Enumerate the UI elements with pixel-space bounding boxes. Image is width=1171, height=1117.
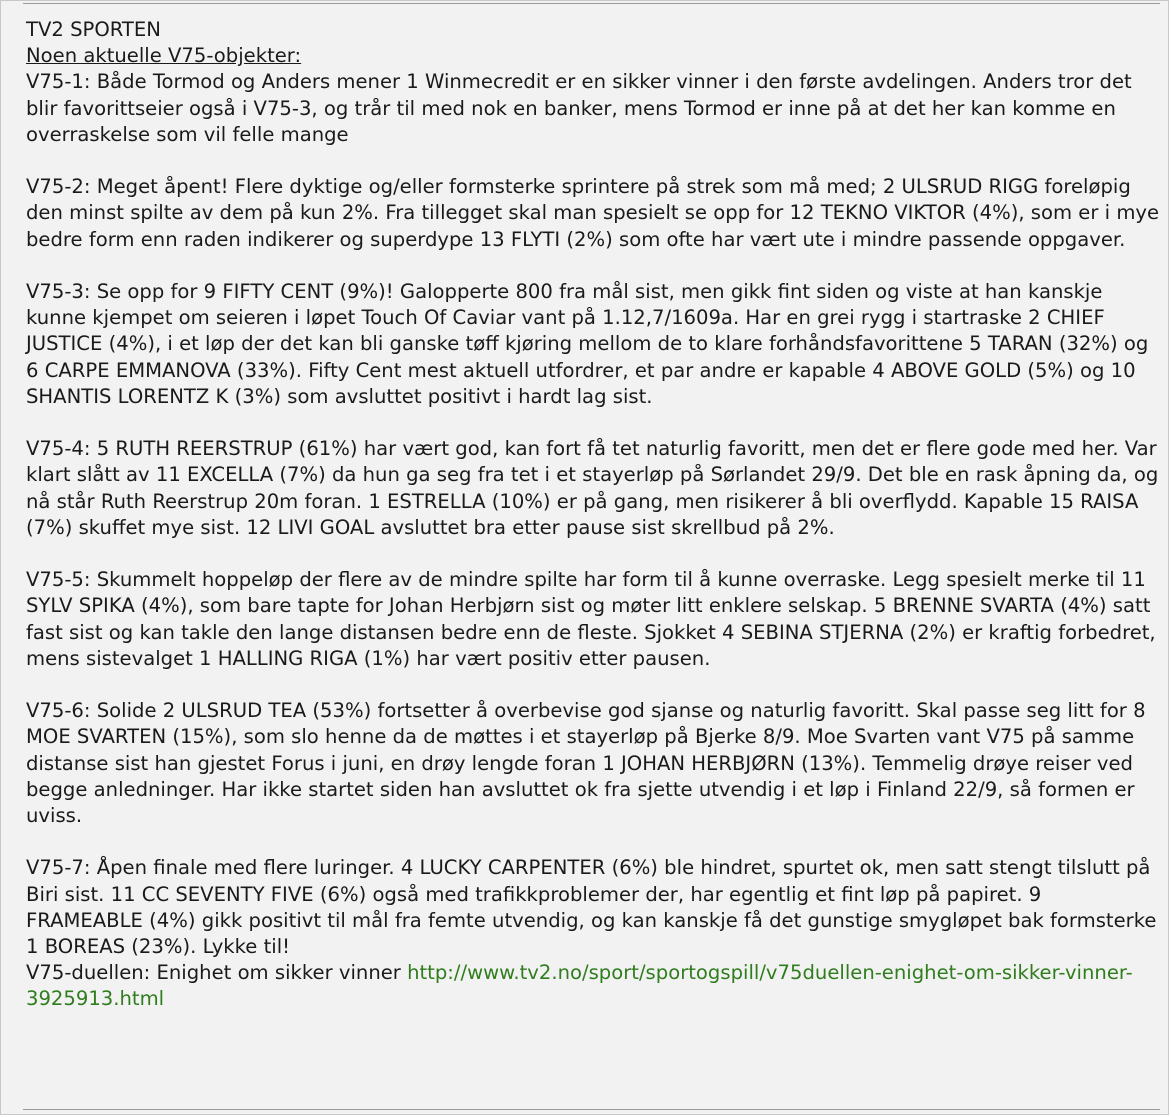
subheading: Noen aktuelle V75-objekter: [26,44,302,68]
paragraph-gap [26,148,1161,174]
paragraph-v75-6: V75-6: Solide 2 ULSRUD TEA (53%) fortsetter å overbevise god sjanse og naturlig favoritt. Skal passe seg litt for 8 MOE SVARTEN (15%), som slo henne da de møttes i et stayerløp på Bjerke 8/9. Moe Svarten vant V75 på samme distanse sist han gjestet Forus i juni, en drøy lengde foran 1 JOHAN HERBJØRN (13%). Temmelig drøye reiser ved begge anledninger. Har ikke startet siden han avsluttet ok fra sjette utvendig i et løp i Finland 22/9, så formen er uviss. [26,699,1146,828]
duel-line [26,960,1161,1012]
top-divider [23,3,1160,4]
paragraph-v75-1: V75-1: Både Tormod og Anders mener 1 Winmecredit er en sikker vinner i den første avdelingen. Anders tror det blir favorittseier også i V75-3, og trår til med nok en banker, mens Tormod er inne på at det her kan komme en overraskelse som vil felle mange [26,70,1132,146]
paragraph-v75-3: V75-3: Se opp for 9 FIFTY CENT (9%)! Galopperte 800 fra mål sist, men gikk fint siden og viste at han kanskje kunne kjempet om seieren i løpet Touch Of Caviar vant på 1.12,7/1609a. Har en grei rygg i startraske 2 CHIEF JUSTICE (4%), i et løp der det kan bli ganske tøff kjøring mellom de to klare forhåndsfavorittene 5 TARAN (32%) og 6 CARPE EMMANOVA (33%). Fifty Cent mest aktuell utfordrer, et par andre er kapable 4 ABOVE GOLD (5%) og 10 SHANTIS LORENTZ K (3%) som avsluttet positivt i hardt lag sist. [26,280,1149,408]
duel-article-link[interactable]: http://www.tv2.no/sport/sportogspill/v75duellen-enighet-om-sikker-vinner-3925913.html [26,961,1133,1011]
paragraph-v75-5: V75-5: Skummelt hoppeløp der flere av de mindre spilte har form til å kunne overraske. Legg spesielt merke til 11 SYLV SPIKA (4%), som bare tapte for Johan Herbjørn sist og møter litt enklere selskap. 5 BRENNE SVARTA (4%) satt fast sist og kan takle den lange distansen bedre enn de fleste. Sjokket 4 SEBINA STJERNA (2%) er kraftig forbedret, mens sistevalget 1 HALLING RIGA (1%) har vært positiv etter pausen. [26,568,1156,670]
paragraph-gap [26,672,1161,698]
paragraph-v75-7: V75-7: Åpen finale med flere luringer. 4 LUCKY CARPENTER (6%) ble hindret, spurtet ok, men satt stengt tilslutt på Biri sist. 11 CC SEVENTY FIVE (6%) også med trafikkproblemer der, har egentlig et fint løp på papiret. 9 FRAMEABLE (4%) gikk positivt til mål fra femte utvendig, og kan kanskje få det gunstige smygløpet bak formsterke 1 BOREAS (23%). Lykke til! [26,856,1157,959]
paragraph-v75-4: V75-4: 5 RUTH REERSTRUP (61%) har vært god, kan fort få tet naturlig favoritt, men det er flere gode med her. Var klart slått av 11 EXCELLA (7%) da hun ga seg fra tet i et stayerløp på Sørlandet 29/9. Det ble en rask åpning da, og nå står Ruth Reerstrup 20m foran. 1 ESTRELLA (10%) er på gang, men risikerer å bli overflydd. Kapable 15 RAISA (7%) skuffet mye sist. 12 LIVI GOAL avsluttet bra etter pause sist skrellbud på 2%. [26,437,1159,539]
paragraph-gap [26,410,1161,436]
heading: TV2 SPORTEN [26,18,161,41]
bottom-divider [23,1109,1160,1110]
duel-prefix: V75-duellen: Enighet om sikker vinner [26,961,408,985]
paragraph-gap [26,829,1161,855]
article-body [26,17,1161,1013]
paragraph-v75-2: V75-2: Meget åpent! Flere dyktige og/eller formsterke sprintere på strek som må med; 2 ULSRUD RIGG foreløpig den minst spilte av dem på kun 2%. Fra tillegget skal man spesielt se opp for 12 TEKNO VIKTOR (4%), som er i mye bedre form enn raden indikerer og superdype 13 FLYTI (2%) som ofte har vært ute i mindre passende oppgaver. [26,175,1160,251]
paragraph-gap [26,253,1161,279]
paragraph-gap [26,541,1161,567]
